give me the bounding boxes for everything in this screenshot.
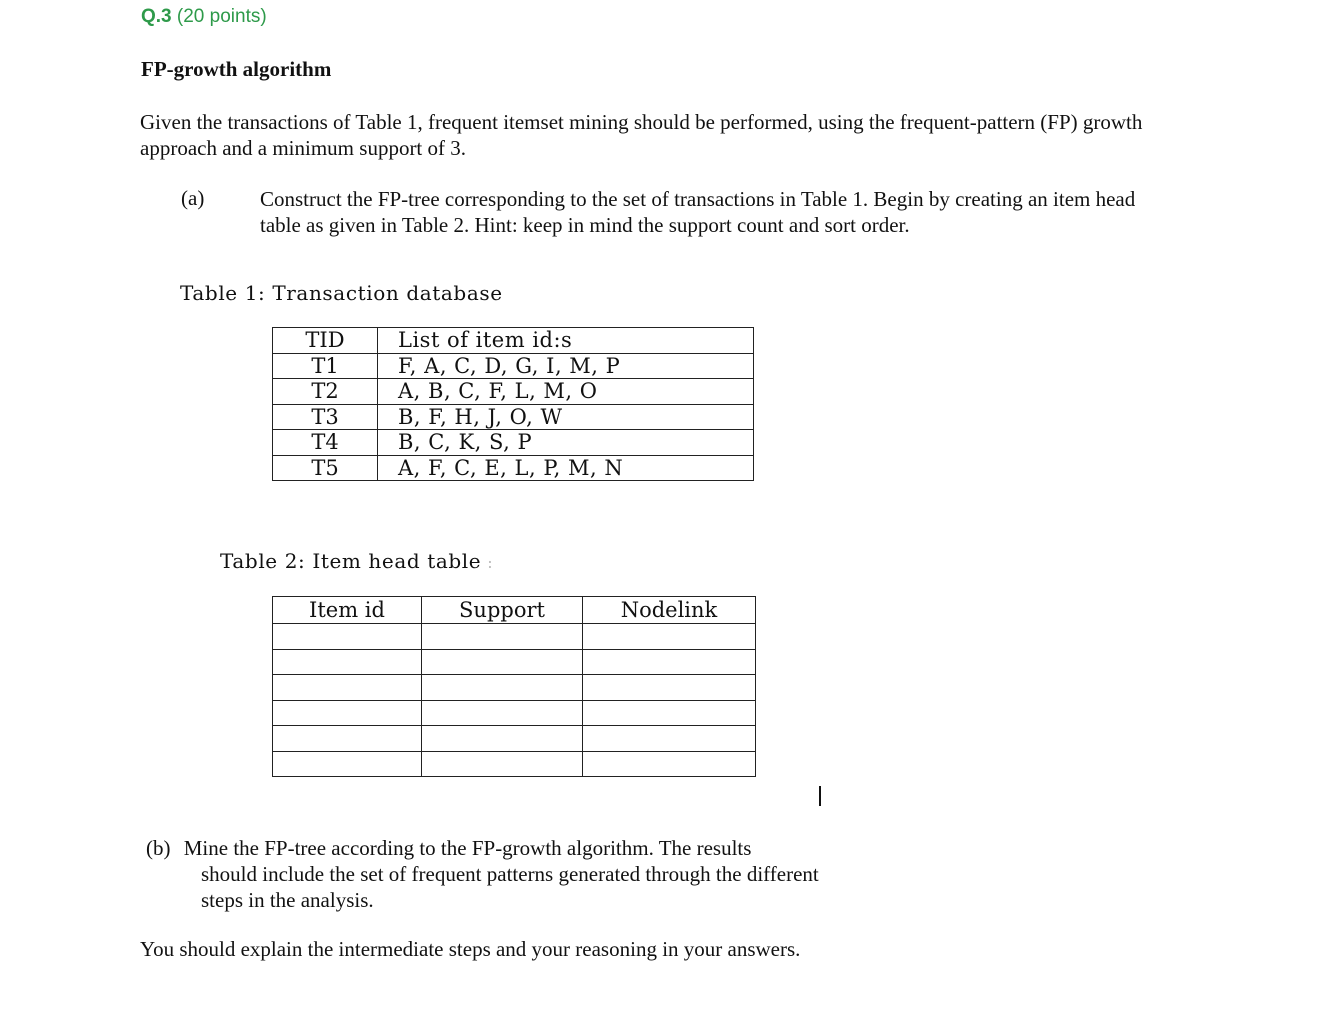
- row-tid: T2: [273, 379, 378, 405]
- row-tid: T1: [273, 353, 378, 379]
- empty-cell: [583, 649, 756, 675]
- header-nodelink: Nodelink: [583, 597, 756, 624]
- table1-caption: Table 1: Transaction database: [180, 281, 503, 305]
- table-row: [273, 353, 754, 379]
- row-items: A, B, C, F, L, M, O: [378, 379, 754, 405]
- part-b-line3: steps in the analysis.: [201, 888, 374, 912]
- table-header-row: [273, 597, 756, 624]
- part-b: [146, 835, 866, 913]
- table-row: [273, 751, 756, 777]
- empty-cell: [273, 726, 422, 752]
- part-b-first-line: [146, 835, 866, 861]
- header-support: Support: [422, 597, 583, 624]
- empty-cell: [422, 624, 583, 650]
- empty-cell: [583, 700, 756, 726]
- question-number: Q.3: [141, 6, 172, 27]
- intro-paragraph: Given the transactions of Table 1, frequent itemset mining should be performed, using the frequent-pattern (FP) growth approach and a minimum support of 3.: [140, 110, 1143, 160]
- table-header-row: [273, 328, 754, 354]
- empty-cell: [273, 700, 422, 726]
- table-row: [273, 649, 756, 675]
- table-row: [273, 404, 754, 430]
- empty-cell: [583, 675, 756, 701]
- question-points: (20 points): [176, 6, 267, 27]
- text-cursor: [819, 786, 821, 806]
- header-item-id: Item id: [273, 597, 422, 624]
- row-items: B, F, H, J, O, W: [378, 404, 754, 430]
- item-head-table: [272, 596, 756, 777]
- table-row: [273, 726, 756, 752]
- part-a-text: Construct the FP-tree corresponding to the set of transactions in Table 1. Begin by creating an item head table as given in Table 2. Hint: keep in mind the support count and sort order.: [260, 187, 1136, 237]
- empty-cell: [583, 751, 756, 777]
- row-items: F, A, C, D, G, I, M, P: [378, 353, 754, 379]
- row-items: A, F, C, E, L, P, M, N: [378, 455, 754, 481]
- table2-caption: [220, 549, 493, 573]
- row-tid: T5: [273, 455, 378, 481]
- empty-cell: [422, 726, 583, 752]
- empty-cell: [422, 649, 583, 675]
- row-tid: T4: [273, 430, 378, 456]
- section-title: FP-growth algorithm: [141, 57, 332, 81]
- table2-caption-text: Table 2: Item head table: [220, 549, 482, 573]
- empty-cell: [422, 751, 583, 777]
- part-b-label: (b): [146, 836, 171, 860]
- header-items: List of item id:s: [378, 328, 754, 354]
- empty-cell: [422, 700, 583, 726]
- empty-cell: [273, 624, 422, 650]
- table-row: [273, 379, 754, 405]
- part-a-label: (a): [181, 186, 205, 210]
- table2-caption-suffix: :: [487, 553, 494, 572]
- table-row: [273, 700, 756, 726]
- question-header: [141, 6, 267, 28]
- table-row: [273, 455, 754, 481]
- empty-cell: [422, 675, 583, 701]
- empty-cell: [583, 726, 756, 752]
- empty-cell: [273, 675, 422, 701]
- header-tid: TID: [273, 328, 378, 354]
- table-row: [273, 430, 754, 456]
- closing-instruction: You should explain the intermediate steps and your reasoning in your answers.: [140, 937, 801, 961]
- table-row: [273, 675, 756, 701]
- empty-cell: [583, 624, 756, 650]
- table-row: [273, 624, 756, 650]
- row-tid: T3: [273, 404, 378, 430]
- empty-cell: [273, 649, 422, 675]
- transaction-table: [272, 327, 754, 481]
- row-items: B, C, K, S, P: [378, 430, 754, 456]
- part-b-line1: Mine the FP-tree according to the FP-growth algorithm. The results: [183, 836, 752, 860]
- empty-cell: [273, 751, 422, 777]
- part-b-line2: should include the set of frequent patterns generated through the different: [201, 862, 819, 886]
